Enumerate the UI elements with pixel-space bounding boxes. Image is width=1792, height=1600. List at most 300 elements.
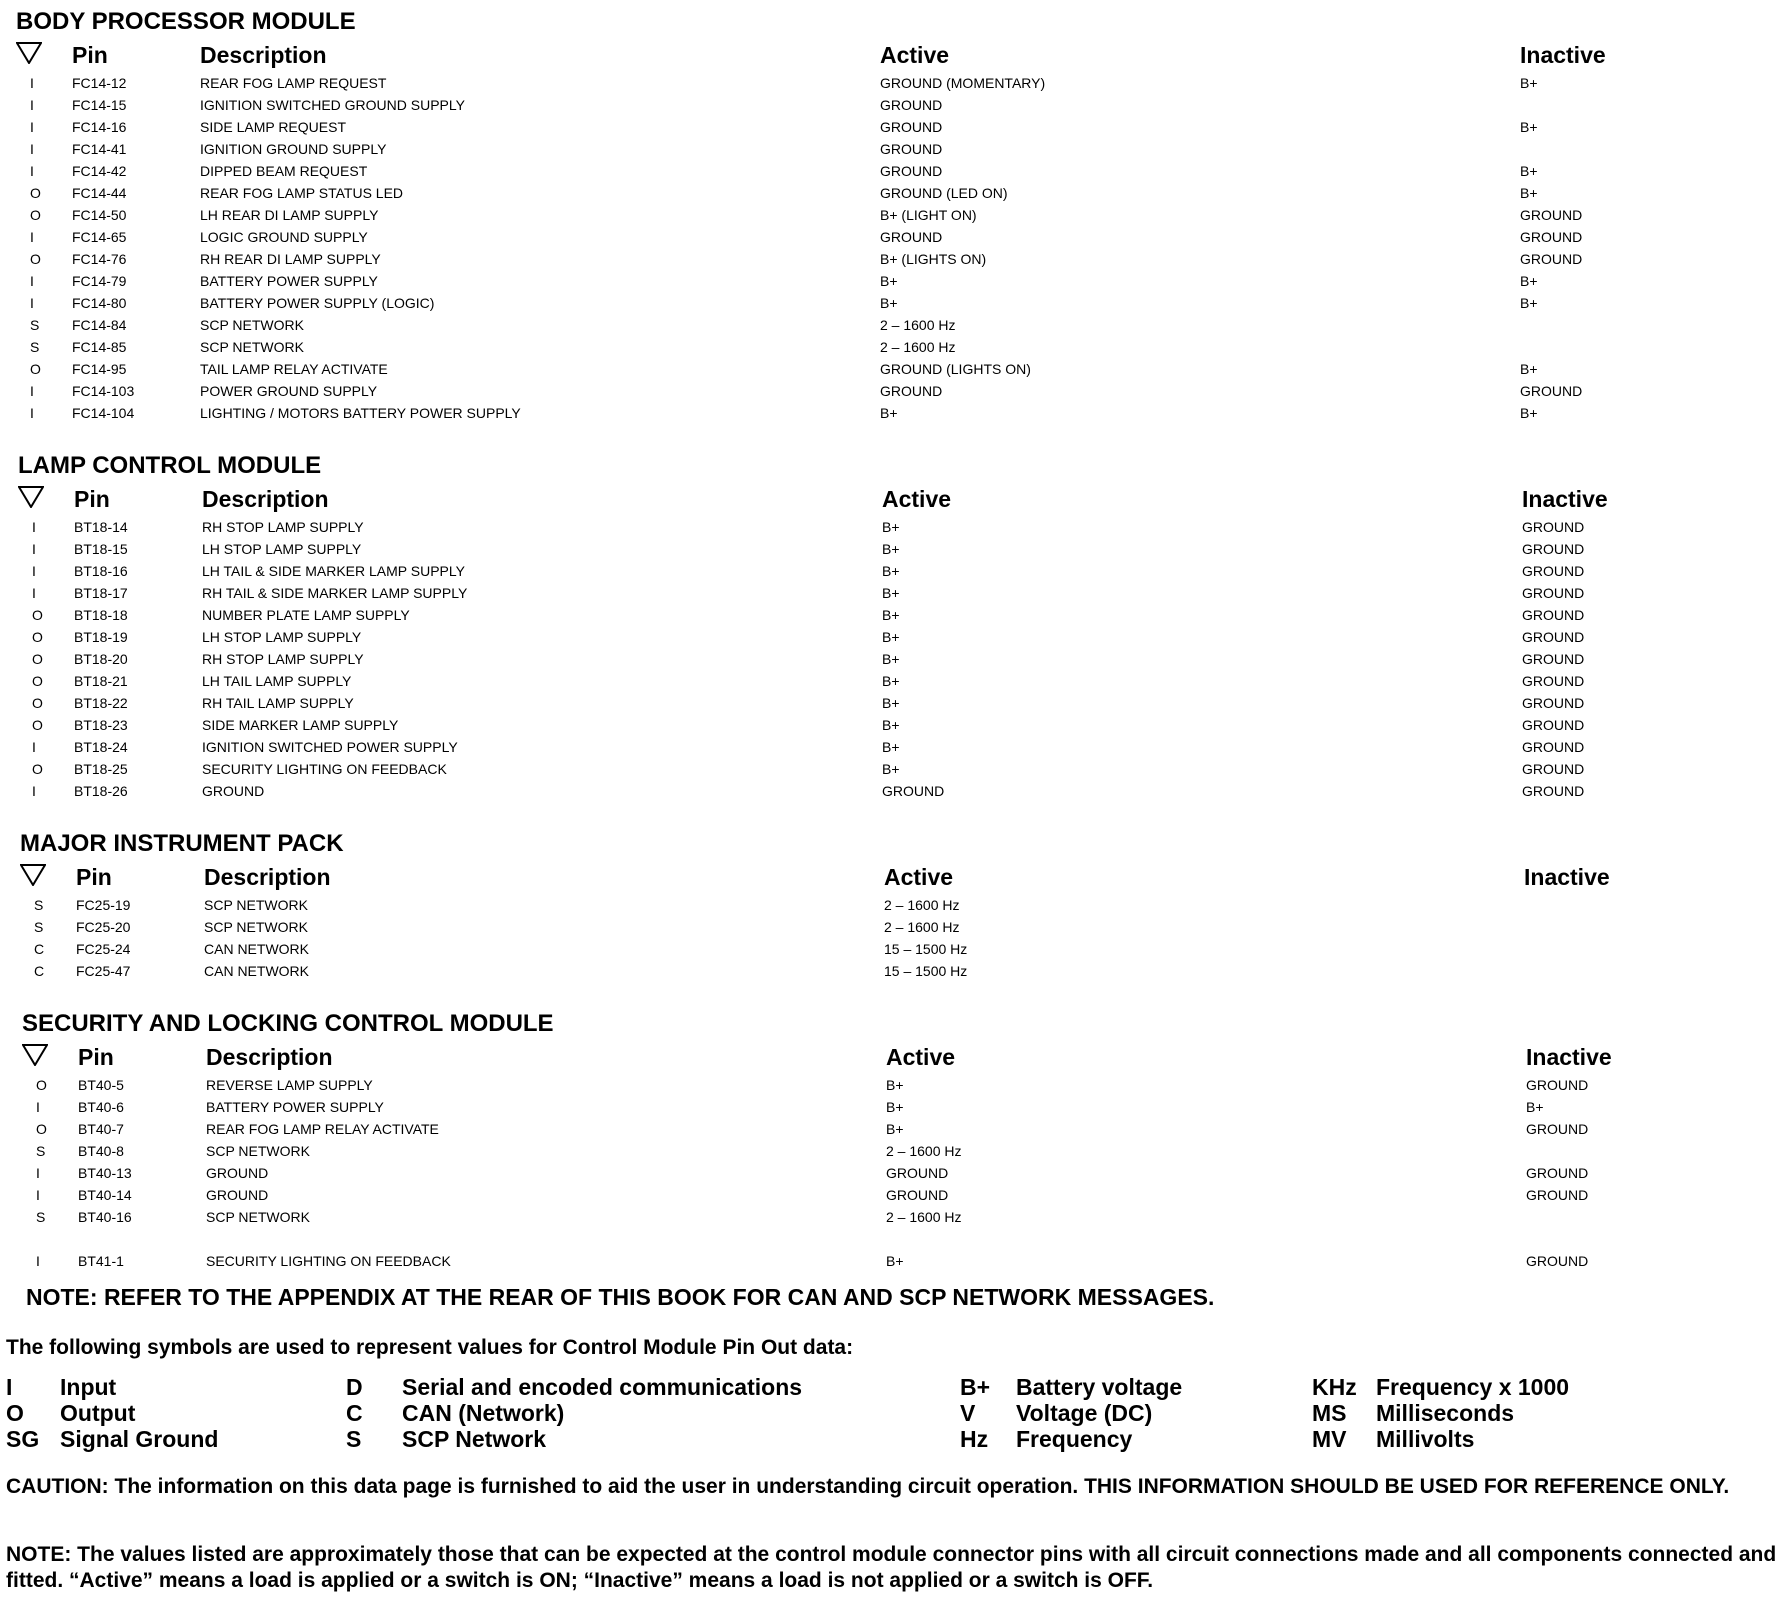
section-lamp-control-module: [18, 452, 1778, 802]
pin-id: BT18-26: [74, 783, 128, 799]
active-value: GROUND (LIGHTS ON): [880, 361, 1031, 377]
active-value: 2 – 1600 Hz: [880, 339, 956, 355]
active-value: B+ (LIGHTS ON): [880, 251, 987, 267]
header-inactive: Inactive: [1522, 486, 1608, 512]
pin-description: IGNITION SWITCHED GROUND SUPPLY: [200, 97, 465, 113]
pin-description: LH STOP LAMP SUPPLY: [202, 541, 362, 557]
inactive-value: B+: [1520, 273, 1538, 289]
active-value: GROUND: [880, 97, 943, 113]
active-value: B+: [886, 1077, 904, 1093]
pin-description: RH REAR DI LAMP SUPPLY: [200, 251, 381, 267]
active-value: B+: [882, 651, 900, 667]
triangle-icon: [16, 42, 42, 64]
inactive-value: GROUND: [1520, 207, 1583, 223]
active-value: B+: [882, 739, 900, 755]
header-description: Description: [200, 42, 327, 68]
table-header: [20, 862, 1780, 892]
pin-type: I: [32, 563, 36, 579]
legend-meaning: Battery voltage: [1016, 1374, 1183, 1400]
legend-symbol: O: [6, 1400, 24, 1426]
pin-description: SIDE MARKER LAMP SUPPLY: [202, 717, 399, 733]
pin-id: FC14-16: [72, 119, 127, 135]
caution-note: CAUTION: The information on this data page is furnished to aid the user in understanding circuit operation. THIS INFORMATION SHOULD BE USED FOR REFERENCE ONLY.: [6, 1475, 1730, 1498]
active-value: B+: [882, 695, 900, 711]
pin-description: SCP NETWORK: [206, 1209, 310, 1225]
pin-description: SECURITY LIGHTING ON FEEDBACK: [202, 761, 447, 777]
active-value: GROUND (MOMENTARY): [880, 75, 1046, 91]
table-row: [16, 270, 1776, 292]
table-row: [16, 248, 1776, 270]
pin-type: O: [30, 207, 41, 223]
inactive-value: GROUND: [1526, 1253, 1589, 1269]
inactive-value: B+: [1520, 361, 1538, 377]
legend-symbol: MS: [1312, 1400, 1347, 1426]
table-row: [16, 116, 1776, 138]
inactive-value: GROUND: [1520, 383, 1583, 399]
inactive-value: B+: [1520, 405, 1538, 421]
header-active: Active: [882, 486, 952, 512]
pin-description: IGNITION SWITCHED POWER SUPPLY: [202, 739, 458, 755]
pin-description: LH TAIL LAMP SUPPLY: [202, 673, 352, 689]
pin-type: I: [32, 519, 36, 535]
table-row: [18, 692, 1778, 714]
pin-description: CAN NETWORK: [204, 941, 309, 957]
header-active: Active: [884, 864, 954, 890]
table-row: [20, 894, 1780, 916]
pin-description: CAN NETWORK: [204, 963, 309, 979]
pin-description: SCP NETWORK: [200, 317, 304, 333]
pin-id: BT40-8: [78, 1143, 124, 1159]
pin-id: BT40-14: [78, 1187, 132, 1203]
inactive-value: GROUND: [1520, 229, 1583, 245]
symbols-legend: [6, 1374, 1786, 1458]
pin-id: BT18-24: [74, 739, 128, 755]
active-value: B+: [882, 519, 900, 535]
active-value: 2 – 1600 Hz: [884, 897, 960, 913]
active-value: B+: [882, 607, 900, 623]
pin-description: SIDE LAMP REQUEST: [200, 119, 347, 135]
active-value: GROUND: [880, 383, 943, 399]
active-value: GROUND: [880, 119, 943, 135]
pin-type: I: [32, 783, 36, 799]
active-value: 2 – 1600 Hz: [884, 919, 960, 935]
pin-description: POWER GROUND SUPPLY: [200, 383, 378, 399]
legend-symbol: S: [346, 1426, 362, 1452]
inactive-value: GROUND: [1526, 1121, 1589, 1137]
pin-description: GROUND: [206, 1165, 269, 1181]
pin-type: I: [30, 405, 34, 421]
table-row: [22, 1250, 1782, 1272]
pin-description: REAR FOG LAMP STATUS LED: [200, 185, 404, 201]
table-body: [16, 72, 1776, 424]
active-value: GROUND: [880, 163, 943, 179]
pin-id: BT18-18: [74, 607, 128, 623]
pin-id: FC14-76: [72, 251, 127, 267]
active-value: GROUND: [880, 141, 943, 157]
inactive-value: GROUND: [1522, 695, 1585, 711]
active-value: GROUND: [886, 1187, 949, 1203]
pin-type: O: [32, 717, 43, 733]
table-row: [18, 516, 1778, 538]
active-value: B+: [882, 541, 900, 557]
pin-id: BT40-16: [78, 1209, 132, 1225]
table-row: [16, 314, 1776, 336]
header-description: Description: [206, 1044, 333, 1070]
legend-meaning: Voltage (DC): [1016, 1400, 1153, 1426]
section-title: LAMP CONTROL MODULE: [18, 452, 322, 479]
triangle-icon: [18, 486, 44, 508]
pin-id: BT18-21: [74, 673, 128, 689]
pin-type: I: [30, 97, 34, 113]
pin-type: I: [36, 1165, 40, 1181]
table-row: [22, 1074, 1782, 1096]
pin-id: BT18-15: [74, 541, 128, 557]
pin-id: BT18-17: [74, 585, 128, 601]
pin-type: S: [36, 1143, 46, 1159]
table-row: [16, 336, 1776, 358]
legend-symbol: SG: [6, 1426, 40, 1452]
section-title: BODY PROCESSOR MODULE: [16, 8, 356, 35]
pin-id: FC14-79: [72, 273, 127, 289]
pin-type: S: [30, 339, 40, 355]
pin-description: REAR FOG LAMP RELAY ACTIVATE: [206, 1121, 439, 1137]
header-inactive: Inactive: [1520, 42, 1606, 68]
active-value: B+: [882, 761, 900, 777]
values-note: NOTE: The values listed are approximately those that can be expected at the control module connector pins with all circuit connections made and all components connected and fitted. “Active” means a load is applied or a switch is ON; “Inactive” means a load is not applied or a switch is OFF.: [6, 1543, 1777, 1592]
pin-description: SCP NETWORK: [200, 339, 304, 355]
inactive-value: GROUND: [1522, 629, 1585, 645]
inactive-value: B+: [1520, 75, 1538, 91]
header-pin: Pin: [78, 1044, 114, 1070]
pin-id: FC14-84: [72, 317, 127, 333]
active-value: B+: [882, 563, 900, 579]
pin-type: I: [30, 273, 34, 289]
pin-type: O: [32, 607, 43, 623]
legend-meaning: Output: [60, 1400, 136, 1426]
header-active: Active: [886, 1044, 956, 1070]
section-body-processor-module: [16, 8, 1776, 424]
table-row: [18, 714, 1778, 736]
legend-meaning: Millivolts: [1376, 1426, 1475, 1452]
pin-type: I: [30, 119, 34, 135]
active-value: B+: [882, 585, 900, 601]
pin-description: RH TAIL LAMP SUPPLY: [202, 695, 354, 711]
pin-description: LH REAR DI LAMP SUPPLY: [200, 207, 379, 223]
pin-type: I: [30, 229, 34, 245]
inactive-value: GROUND: [1522, 761, 1585, 777]
active-value: B+ (LIGHT ON): [880, 207, 977, 223]
active-value: B+: [880, 295, 898, 311]
inactive-value: GROUND: [1526, 1187, 1589, 1203]
pin-description: LH STOP LAMP SUPPLY: [202, 629, 362, 645]
inactive-value: GROUND: [1522, 541, 1585, 557]
note-appendix-reference: NOTE: REFER TO THE APPENDIX AT THE REAR OF THIS BOOK FOR CAN AND SCP NETWORK MESSAGES.: [26, 1284, 1215, 1310]
pin-type: I: [32, 585, 36, 601]
pin-type: I: [32, 739, 36, 755]
table-body: [22, 1074, 1782, 1272]
active-value: 2 – 1600 Hz: [880, 317, 956, 333]
table-row: [18, 560, 1778, 582]
inactive-value: B+: [1520, 185, 1538, 201]
active-value: 2 – 1600 Hz: [886, 1209, 962, 1225]
legend-meaning: Milliseconds: [1376, 1400, 1515, 1426]
pin-description: BATTERY POWER SUPPLY: [206, 1099, 384, 1115]
symbols-intro: The following symbols are used to represent values for Control Module Pin Out data:: [6, 1336, 854, 1359]
table-row: [22, 1184, 1782, 1206]
table-row: [18, 780, 1778, 802]
pin-type: O: [32, 629, 43, 645]
pin-id: FC14-104: [72, 405, 135, 421]
inactive-value: GROUND: [1522, 519, 1585, 535]
pin-description: GROUND: [202, 783, 265, 799]
inactive-value: B+: [1520, 295, 1538, 311]
legend-symbol: MV: [1312, 1426, 1347, 1452]
table-row: [18, 626, 1778, 648]
pin-description: LH TAIL & SIDE MARKER LAMP SUPPLY: [202, 563, 465, 579]
pin-id: FC14-85: [72, 339, 127, 355]
active-value: B+: [886, 1121, 904, 1137]
table-row: [16, 292, 1776, 314]
table-header: [16, 40, 1776, 70]
pin-type: I: [36, 1253, 40, 1269]
active-value: B+: [886, 1099, 904, 1115]
legend-symbol: B+: [960, 1374, 991, 1400]
legend-meaning: CAN (Network): [402, 1400, 565, 1426]
pin-description: TAIL LAMP RELAY ACTIVATE: [200, 361, 388, 377]
legend-symbol: V: [960, 1400, 976, 1426]
pin-id: FC14-103: [72, 383, 135, 399]
pin-id: BT18-25: [74, 761, 128, 777]
active-value: B+: [882, 673, 900, 689]
table-row: [18, 736, 1778, 758]
section-security-locking-module: [22, 1010, 1782, 1272]
table-row: [16, 402, 1776, 424]
inactive-value: B+: [1520, 119, 1538, 135]
pin-type: O: [32, 695, 43, 711]
active-value: B+: [882, 629, 900, 645]
inactive-value: GROUND: [1520, 251, 1583, 267]
pin-type: O: [32, 651, 43, 667]
table-body: [18, 516, 1778, 802]
inactive-value: GROUND: [1522, 783, 1585, 799]
pin-type: O: [36, 1121, 47, 1137]
legend-meaning: Frequency x 1000: [1376, 1374, 1570, 1400]
pin-description: LOGIC GROUND SUPPLY: [200, 229, 368, 245]
table-row: [22, 1096, 1782, 1118]
pin-description: LIGHTING / MOTORS BATTERY POWER SUPPLY: [200, 405, 521, 421]
pin-id: BT40-7: [78, 1121, 124, 1137]
legend-meaning: Input: [60, 1374, 117, 1400]
section-title: SECURITY AND LOCKING CONTROL MODULE: [22, 1010, 554, 1037]
table-row: [16, 380, 1776, 402]
pin-description: SCP NETWORK: [204, 897, 308, 913]
pin-type: S: [36, 1209, 46, 1225]
pin-id: BT40-5: [78, 1077, 124, 1093]
pin-description: SCP NETWORK: [206, 1143, 310, 1159]
pin-type: O: [32, 761, 43, 777]
pin-id: FC25-19: [76, 897, 131, 913]
active-value: B+: [882, 717, 900, 733]
pin-type: I: [36, 1099, 40, 1115]
triangle-icon: [22, 1044, 48, 1066]
table-row: [22, 1140, 1782, 1162]
legend-symbol: I: [6, 1374, 13, 1400]
pin-description: SCP NETWORK: [204, 919, 308, 935]
table-row: [16, 94, 1776, 116]
table-header: [22, 1042, 1782, 1072]
section-title: MAJOR INSTRUMENT PACK: [20, 830, 344, 857]
pin-type: S: [30, 317, 40, 333]
pin-id: FC14-44: [72, 185, 127, 201]
pin-description: NUMBER PLATE LAMP SUPPLY: [202, 607, 410, 623]
inactive-value: GROUND: [1522, 739, 1585, 755]
pin-type: S: [34, 897, 44, 913]
table-row: [18, 758, 1778, 780]
table-body: [20, 894, 1780, 982]
header-pin: Pin: [74, 486, 110, 512]
legend-symbol: C: [346, 1400, 363, 1426]
section-major-instrument-pack: [20, 830, 1780, 982]
legend-meaning: SCP Network: [402, 1426, 547, 1452]
pin-id: BT18-20: [74, 651, 128, 667]
pin-type: C: [34, 963, 45, 979]
pin-description: BATTERY POWER SUPPLY: [200, 273, 378, 289]
legend-meaning: Serial and encoded communications: [402, 1374, 803, 1400]
pin-id: FC25-20: [76, 919, 131, 935]
table-row: [18, 670, 1778, 692]
pin-description: SECURITY LIGHTING ON FEEDBACK: [206, 1253, 451, 1269]
pin-type: O: [32, 673, 43, 689]
header-inactive: Inactive: [1526, 1044, 1612, 1070]
pin-description: IGNITION GROUND SUPPLY: [200, 141, 387, 157]
pin-type: C: [34, 941, 45, 957]
table-row: [16, 204, 1776, 226]
pin-id: FC14-41: [72, 141, 127, 157]
table-row: [16, 182, 1776, 204]
table-row: [18, 538, 1778, 560]
legend-symbol: Hz: [960, 1426, 989, 1452]
pin-description: GROUND: [206, 1187, 269, 1203]
table-row: [16, 160, 1776, 182]
inactive-value: GROUND: [1522, 717, 1585, 733]
table-row: [22, 1162, 1782, 1184]
table-row: [16, 72, 1776, 94]
pin-id: FC14-15: [72, 97, 127, 113]
inactive-value: GROUND: [1522, 651, 1585, 667]
legend-meaning: Signal Ground: [60, 1426, 219, 1452]
table-row: [16, 358, 1776, 380]
pin-type: I: [30, 75, 34, 91]
pin-id: FC14-50: [72, 207, 127, 223]
active-value: B+: [886, 1253, 904, 1269]
table-row: [18, 582, 1778, 604]
pin-type: I: [30, 141, 34, 157]
legend-symbol: KHz: [1312, 1374, 1357, 1400]
legend-meaning: Frequency: [1016, 1426, 1133, 1452]
pin-id: FC14-80: [72, 295, 127, 311]
inactive-value: B+: [1520, 163, 1538, 179]
legend-symbol: D: [346, 1374, 363, 1400]
pin-description: REVERSE LAMP SUPPLY: [206, 1077, 373, 1093]
pin-type: I: [36, 1187, 40, 1203]
pin-description: RH TAIL & SIDE MARKER LAMP SUPPLY: [202, 585, 468, 601]
pin-type: S: [34, 919, 44, 935]
pin-description: DIPPED BEAM REQUEST: [200, 163, 368, 179]
active-value: GROUND: [880, 229, 943, 245]
active-value: 2 – 1600 Hz: [886, 1143, 962, 1159]
pin-type: I: [32, 541, 36, 557]
pin-description: RH STOP LAMP SUPPLY: [202, 651, 364, 667]
pin-id: BT18-16: [74, 563, 128, 579]
header-description: Description: [202, 486, 329, 512]
table-header: [18, 484, 1778, 514]
pin-id: BT41-1: [78, 1253, 124, 1269]
pin-type: O: [36, 1077, 47, 1093]
pin-id: FC14-12: [72, 75, 127, 91]
header-inactive: Inactive: [1524, 864, 1610, 890]
pin-id: FC14-42: [72, 163, 127, 179]
active-value: GROUND (LED ON): [880, 185, 1008, 201]
pin-id: BT18-23: [74, 717, 128, 733]
active-value: 15 – 1500 Hz: [884, 963, 968, 979]
pin-type: O: [30, 251, 41, 267]
pin-type: I: [30, 163, 34, 179]
table-row: [20, 960, 1780, 982]
inactive-value: GROUND: [1522, 563, 1585, 579]
pin-id: BT18-14: [74, 519, 128, 535]
pin-description: RH STOP LAMP SUPPLY: [202, 519, 364, 535]
inactive-value: GROUND: [1526, 1165, 1589, 1181]
table-row: [22, 1206, 1782, 1228]
active-value: B+: [880, 273, 898, 289]
pin-id: FC14-65: [72, 229, 127, 245]
header-description: Description: [204, 864, 331, 890]
table-row: [16, 138, 1776, 160]
pin-type: O: [30, 185, 41, 201]
pin-type: I: [30, 295, 34, 311]
pin-id: FC25-47: [76, 963, 131, 979]
header-pin: Pin: [76, 864, 112, 890]
inactive-value: B+: [1526, 1099, 1544, 1115]
pin-type: I: [30, 383, 34, 399]
pin-id: FC14-95: [72, 361, 127, 377]
table-row: [20, 916, 1780, 938]
pin-description: REAR FOG LAMP REQUEST: [200, 75, 387, 91]
table-row: [22, 1118, 1782, 1140]
inactive-value: GROUND: [1526, 1077, 1589, 1093]
pin-id: BT40-13: [78, 1165, 132, 1181]
table-row: [18, 604, 1778, 626]
pin-type: O: [30, 361, 41, 377]
header-active: Active: [880, 42, 950, 68]
pin-id: BT40-6: [78, 1099, 124, 1115]
table-row: [18, 648, 1778, 670]
triangle-icon: [20, 864, 46, 886]
pin-id: BT18-19: [74, 629, 128, 645]
active-value: GROUND: [886, 1165, 949, 1181]
pin-id: BT18-22: [74, 695, 128, 711]
table-row: [16, 226, 1776, 248]
pin-id: FC25-24: [76, 941, 131, 957]
header-pin: Pin: [72, 42, 108, 68]
inactive-value: GROUND: [1522, 585, 1585, 601]
pin-description: BATTERY POWER SUPPLY (LOGIC): [200, 295, 435, 311]
active-value: B+: [880, 405, 898, 421]
active-value: 15 – 1500 Hz: [884, 941, 968, 957]
inactive-value: GROUND: [1522, 673, 1585, 689]
inactive-value: GROUND: [1522, 607, 1585, 623]
table-row: [20, 938, 1780, 960]
